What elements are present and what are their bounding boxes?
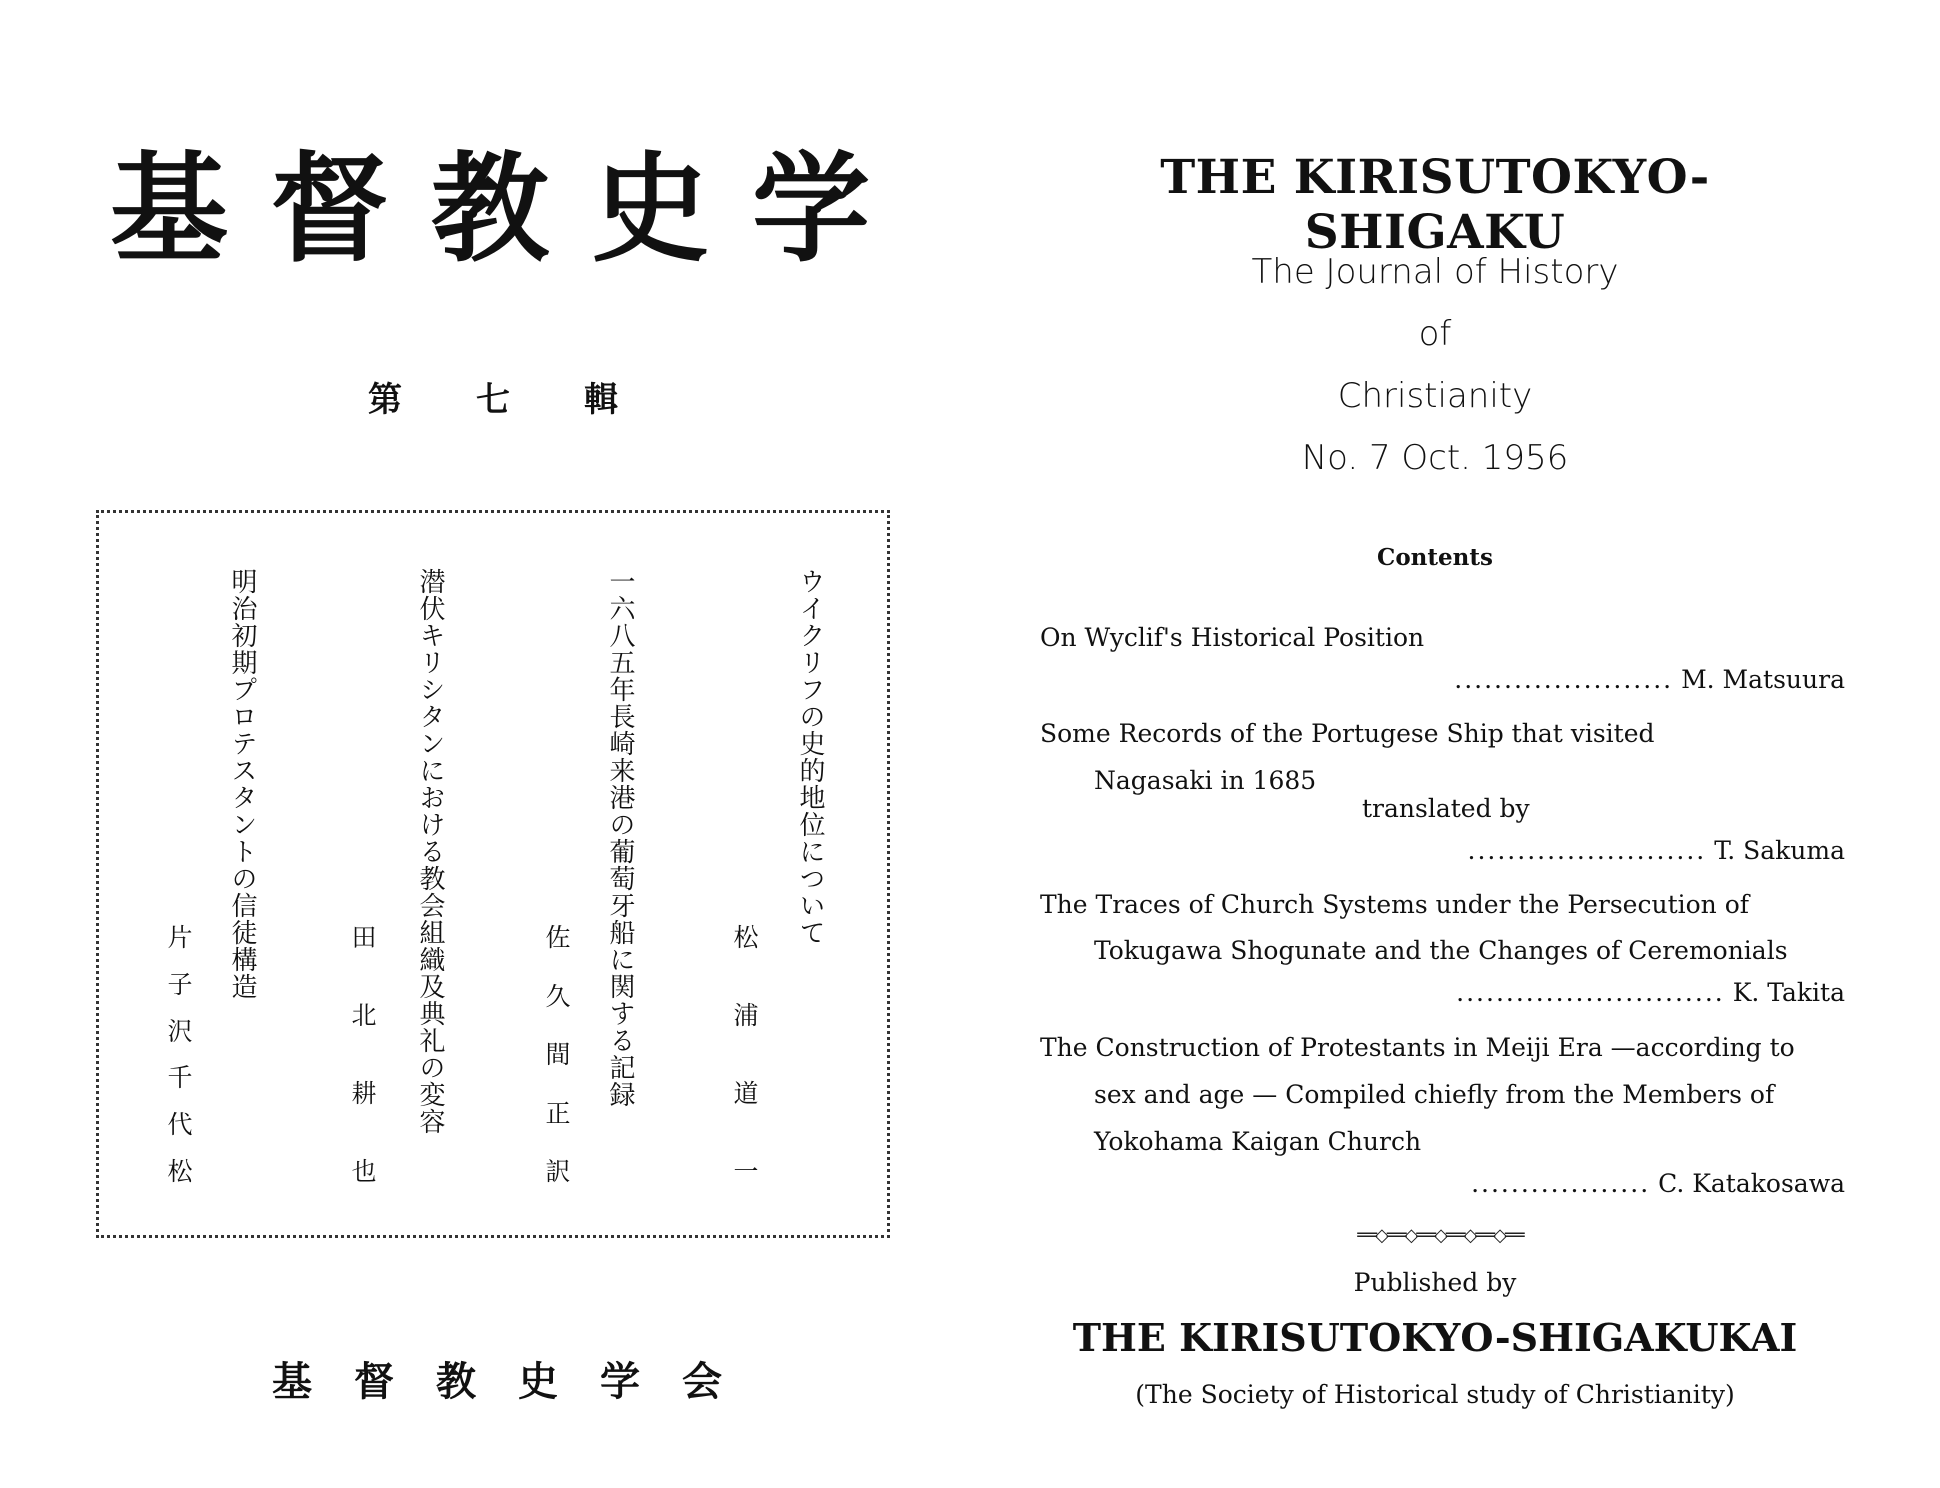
author-char: 浦	[733, 1001, 759, 1030]
leader-dots: ...........................	[1456, 978, 1725, 1007]
toc-title-jp: 明治初期プロテスタントの信徒構造	[227, 568, 257, 1000]
subtitle-line: Christianity	[1337, 376, 1533, 416]
author-char: 久	[545, 981, 571, 1011]
title-char: 学	[751, 139, 870, 278]
publisher-char: 教	[436, 1358, 476, 1405]
author-char: 沢	[167, 1016, 193, 1046]
journal-title-jp	[110, 139, 870, 278]
entry-author-line	[1471, 1169, 1845, 1198]
issue-char: 輯	[584, 380, 618, 420]
toc-author-jp	[165, 918, 195, 1188]
entry-author-line	[1456, 978, 1845, 1007]
toc-title-jp: 潜伏キリシタンにおける教会組織及典礼の変容	[415, 568, 445, 1135]
author-char: 片	[167, 923, 193, 952]
publisher-char: 史	[518, 1358, 558, 1405]
author-char: 耕	[351, 1079, 377, 1108]
leader-dots: ........................	[1467, 836, 1707, 865]
issue-char: 第	[368, 380, 402, 420]
entry-title-cont: sex and age — Compiled chiefly from the Members of	[1094, 1080, 1775, 1109]
toc-author-jp	[543, 918, 573, 1188]
entry-title: Some Records of the Portugese Ship that visited	[1040, 719, 1655, 748]
title-char: 督	[270, 139, 389, 278]
entry-title-cont: Nagasaki in 1685	[1094, 766, 1317, 795]
title-char: 基	[110, 139, 229, 278]
title-char: 史	[591, 139, 710, 278]
author-char: 千	[167, 1063, 193, 1093]
issue-char: 七	[476, 380, 510, 420]
issue-date: No. 7 Oct. 1956	[1301, 438, 1569, 478]
publisher-char: 学	[600, 1358, 640, 1405]
contents-heading: Contents	[1377, 544, 1493, 571]
issue-number-jp	[368, 372, 618, 421]
journal-title-en: THE KIRISUTOKYO-SHIGAKU	[1160, 150, 1710, 260]
author-char: 子	[167, 969, 193, 999]
entry-author: C. Katakosawa	[1658, 1169, 1845, 1198]
entry-note: translated by	[1362, 794, 1530, 823]
toc-author-jp	[349, 918, 379, 1188]
publisher-char: 基	[272, 1358, 312, 1405]
entry-title: The Construction of Protestants in Meiji Era —according to	[1040, 1033, 1795, 1062]
publisher-char: 会	[682, 1358, 722, 1405]
subtitle-line: of	[1418, 314, 1452, 354]
entry-title: The Traces of Church Systems under the Persecution of	[1040, 890, 1750, 919]
author-char: 松	[733, 923, 759, 952]
author-char: 田	[351, 923, 377, 952]
entry-title: On Wyclif's Historical Position	[1040, 623, 1425, 652]
author-char: 也	[351, 1157, 377, 1186]
author-char: 代	[167, 1110, 193, 1140]
author-char: 間	[545, 1040, 571, 1069]
author-char: 一	[733, 1157, 759, 1186]
ornamental-rule: ══◇══◇══◇══◇══◇══	[1357, 1225, 1523, 1246]
publisher-name-en: THE KIRISUTOKYO-SHIGAKUKAI	[1072, 1315, 1798, 1360]
toc-author-jp	[731, 918, 761, 1188]
toc-title-jp: ウイクリフの史的地位について	[795, 568, 825, 946]
toc-box-jp	[96, 510, 890, 1238]
author-char: 松	[167, 1156, 193, 1186]
toc-title-jp: 一六八五年長崎来港の葡萄牙船に関する記録	[605, 568, 635, 1108]
entry-author-line	[1468, 836, 1845, 865]
author-char: 道	[733, 1079, 759, 1108]
publisher-subtitle: (The Society of Historical study of Christianity)	[1135, 1380, 1735, 1409]
entry-author: M. Matsuura	[1681, 665, 1845, 694]
published-by-label: Published by	[1353, 1268, 1517, 1297]
entry-title-cont: Yokohama Kaigan Church	[1094, 1127, 1422, 1156]
title-char: 教	[430, 139, 549, 278]
author-char: 北	[351, 1001, 377, 1030]
publisher-char: 督	[354, 1358, 394, 1405]
leader-dots: ......................	[1454, 665, 1674, 694]
entry-author: T. Sakuma	[1714, 836, 1845, 865]
entry-author: K. Takita	[1732, 978, 1845, 1007]
author-char: 佐	[545, 923, 571, 952]
publisher-jp	[272, 1350, 722, 1407]
entry-title-cont: Tokugawa Shogunate and the Changes of Ceremonials	[1094, 936, 1788, 965]
author-char: 正	[545, 1098, 571, 1128]
leader-dots: ..................	[1471, 1169, 1651, 1198]
author-char: 訳	[545, 1157, 571, 1186]
entry-author-line	[1454, 665, 1845, 694]
subtitle-line: The Journal of History	[1251, 252, 1619, 292]
